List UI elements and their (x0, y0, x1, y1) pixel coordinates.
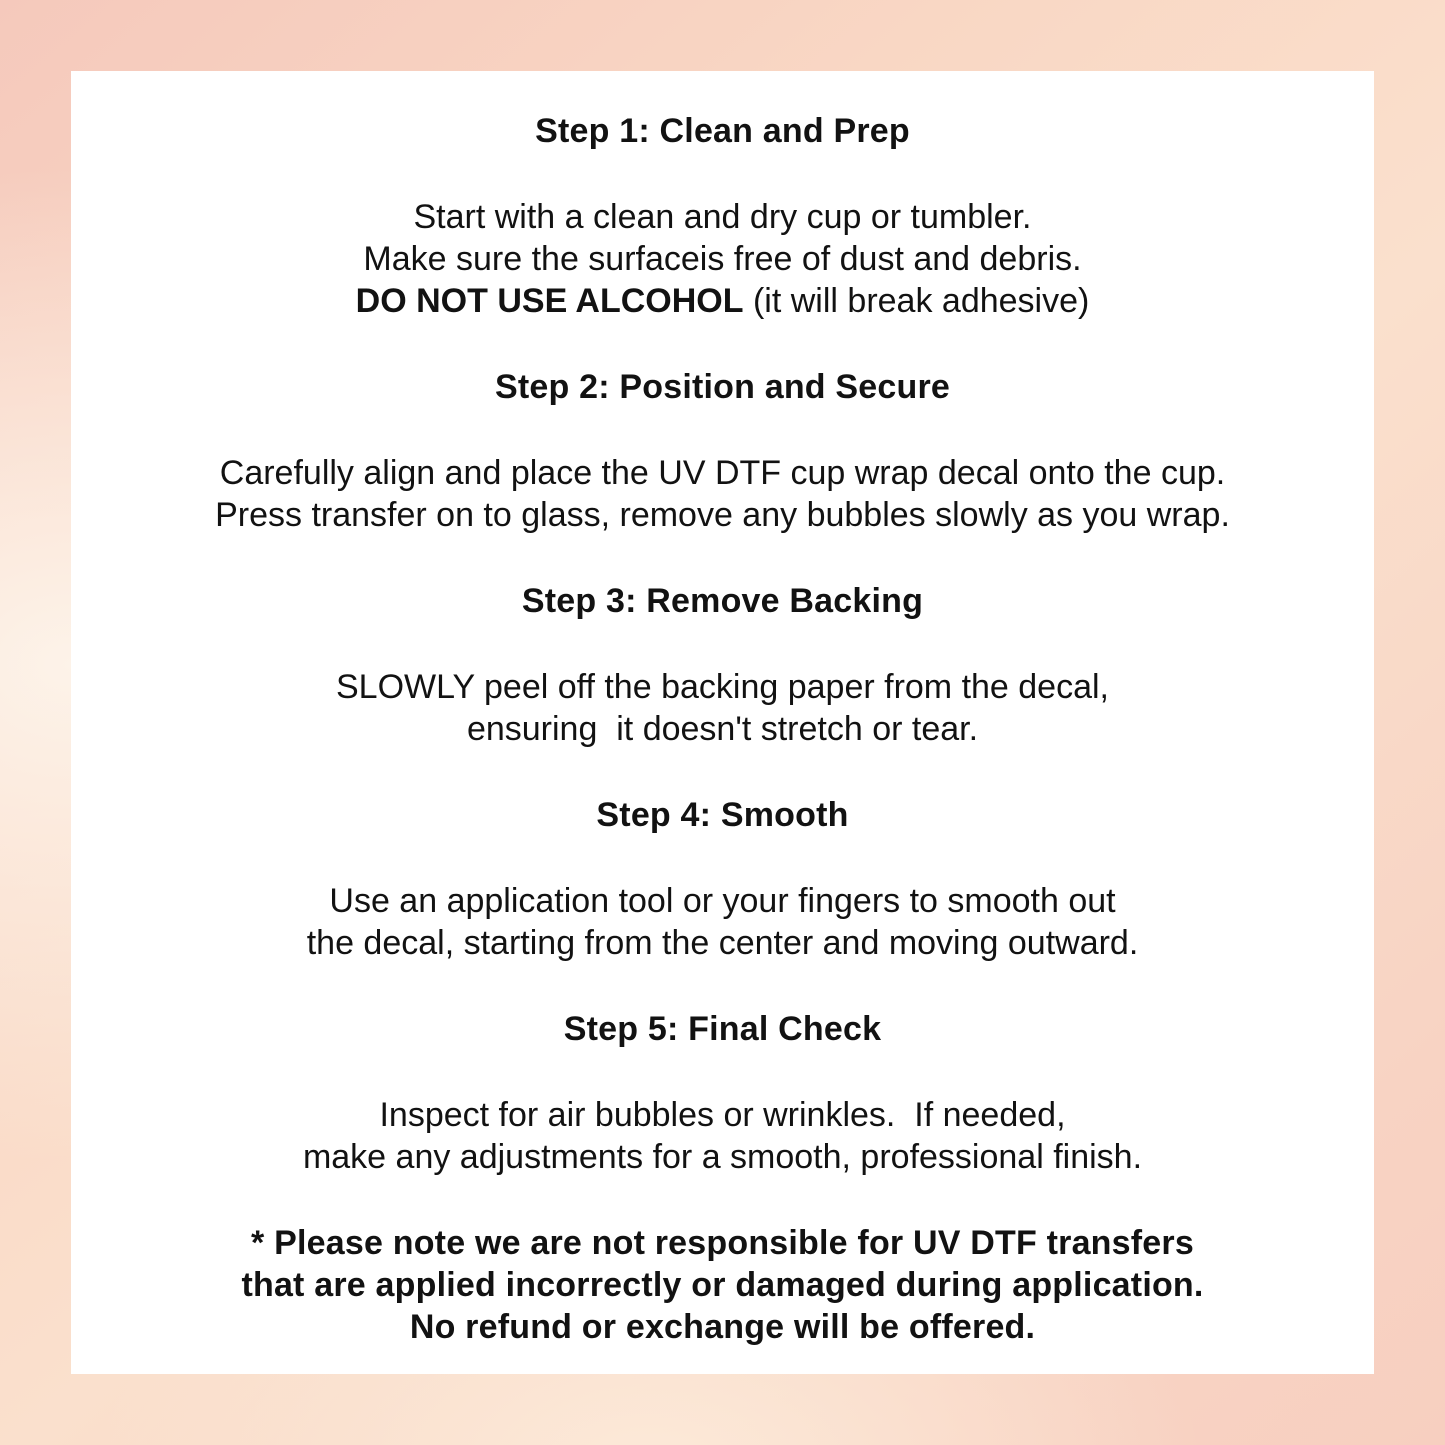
step-5-line-2: make any adjustments for a smooth, professional finish. (302, 1138, 1143, 1176)
disclaimer-line-2: that are applied incorrectly or damaged during application. (241, 1266, 1204, 1304)
step-1-line-1: Start with a clean and dry cup or tumbler. (413, 198, 1032, 236)
step-2-body (101, 452, 1344, 536)
step-2-section (101, 366, 1344, 536)
step-2-line-1: Carefully align and place the UV DTF cup wrap decal onto the cup. (219, 454, 1226, 492)
step-4-line-2: the decal, starting from the center and moving outward. (306, 924, 1139, 962)
step-5-section (101, 1008, 1344, 1178)
step-1-body (101, 196, 1344, 322)
step-5-line-1: Inspect for air bubbles or wrinkles. If needed, (379, 1096, 1066, 1134)
step-1-heading: Step 1: Clean and Prep (535, 112, 910, 150)
alcohol-warning-bold-text: DO NOT USE ALCOHOL (355, 282, 744, 320)
step-3-line-1: SLOWLY peel off the backing paper from the decal, (335, 668, 1110, 706)
instructions-card (71, 71, 1374, 1374)
step-2-line-2: Press transfer on to glass, remove any bubbles slowly as you wrap. (215, 496, 1230, 534)
disclaimer-line-1: * Please note we are not responsible for UV DTF transfers (251, 1224, 1194, 1262)
alcohol-warning-rest-text: (it will break adhesive) (743, 282, 1090, 320)
step-4-heading: Step 4: Smooth (596, 796, 849, 834)
step-5-heading: Step 5: Final Check (563, 1010, 882, 1048)
step-3-section (101, 580, 1344, 750)
step-3-body (101, 666, 1344, 750)
step-4-section (101, 794, 1344, 964)
step-3-heading: Step 3: Remove Backing (521, 582, 924, 620)
step-3-line-2: ensuring it doesn't stretch or tear. (466, 710, 979, 748)
step-1-line-2: Make sure the surfaceis free of dust and debris. (363, 240, 1082, 278)
disclaimer-line-3: No refund or exchange will be offered. (409, 1308, 1036, 1346)
disclaimer-section (101, 1222, 1344, 1348)
step-2-heading: Step 2: Position and Secure (494, 368, 951, 406)
step-1-warning-line (101, 280, 1344, 322)
step-4-line-1: Use an application tool or your fingers to smooth out (329, 882, 1116, 920)
step-1-section (101, 110, 1344, 322)
step-4-body (101, 880, 1344, 964)
step-5-body (101, 1094, 1344, 1178)
